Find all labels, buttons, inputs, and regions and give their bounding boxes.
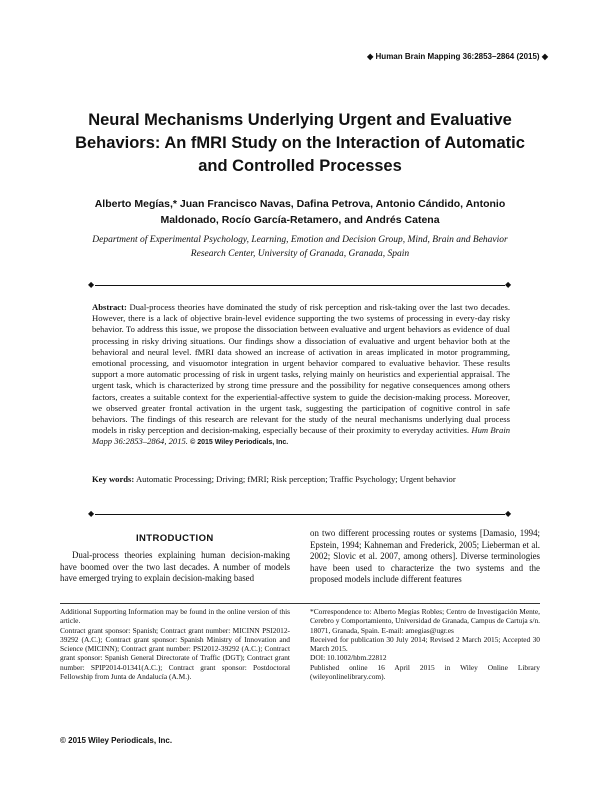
footnote-doi: DOI: 10.1002/hbm.22812	[310, 653, 387, 663]
keywords-label: Key words:	[92, 474, 135, 484]
footnote-grants: Contract grant sponsor: Spanish; Contract grant number: MICINN PSI2012-39292 (A.C.); Contract grant sponsor: Spanish Ministry of Innovation and Science (MICINN); Contract grant number: PSI2012-39292 (A.C.); Contract grant sponsor: Spanish General Directorate of Traffic (DGT); Contract grant number: SPIP2014-01341(A.C.); Contract grant sponsor: Postdoctoral Fellowship from Junta de Andalucía (A.M.).	[60, 625, 290, 682]
abstract-copyright: © 2015 Wiley Periodicals, Inc.	[190, 439, 289, 447]
footnote-received: Received for publication 30 July 2014; Revised 2 March 2015; Accepted 30 March 2015.	[310, 634, 540, 654]
abstract	[92, 302, 510, 449]
author-list: Alberto Megías,* Juan Francisco Navas, Dafina Petrova, Antonio Cándido, Antonio Maldonado, Rocío García-Retamero, and Andrés Catena	[94, 198, 506, 226]
keywords	[92, 474, 510, 485]
paper-title: Neural Mechanisms Underlying Urgent and Evaluative Behaviors: An fMRI Study on the Interaction of Automatic and Controlled Processes	[75, 111, 525, 175]
diamond-icon: ◆	[505, 509, 512, 518]
section-heading-introduction: INTRODUCTION	[136, 533, 214, 544]
intro-column-right: on two different processing routes or systems [Damasio, 1994; Epstein, 1994; Kahneman and Frederick, 2005; Lieberman et al. 2002; Slovic et al. 2007, among others]. Diverse terminologies have been used to characterize the two systems and the proposed models include different features	[310, 528, 540, 584]
diamond-icon: ◆	[88, 509, 95, 518]
diamond-icon: ◆	[541, 52, 548, 61]
running-header	[367, 52, 548, 61]
diamond-icon: ◆	[367, 52, 374, 61]
footnote-supporting-info: Additional Supporting Information may be found in the online version of this article.	[60, 607, 290, 626]
abstract-label: Abstract:	[92, 302, 127, 312]
abstract-citation: Hum Brain Mapp 36:2853–2864, 2015.	[92, 425, 511, 447]
divider-top	[95, 285, 505, 286]
abstract-text: Dual-process theories have dominated the study of risk perception and risk-taking over the last two decades. However, there is a lack of objective brain-level evidence supporting the two systems of processing in every-day risky behavior. To address this issue, we propose the dissociation between evaluative and urgent behaviors as evidence of dual processing in risky driving situations. Our findings show a dissociation of evaluative and urgent behavior both at the behavioral and neural level. fMRI data showed an increase of activation in areas implicated in motor programming, emotional processing, and visuomotor integration in urgent behavior compared to evaluative behavior. These results support a more automatic processing of risk in urgent tasks, relying mainly on heuristics and experiential appraisal. The urgent task, which is characterized by strong time pressure and the possibility for negative consequences among others factors, creates a suitable context for the experiential-affective system to guide the decision-making process. Moreover, we observed greater frontal activation in the urgent task, suggesting the participation of cognitive control in safe behaviors. The findings of this research are relevant for the study of the neural mechanisms underlying dual process models in risky perception and decision-making, especially because of their proximity to everyday activities.	[92, 302, 510, 436]
affiliation: Department of Experimental Psychology, Learning, Emotion and Decision Group, Mind, Brain and Behavior Research Center, University of Granada, Granada, Spain	[92, 235, 508, 259]
divider-bottom	[95, 514, 505, 515]
intro-column-left: Dual-process theories explaining human decision-making have boomed over the two last decades. A number of models have emerged trying to explain decision-making based	[60, 550, 290, 583]
footnotes-right	[310, 607, 540, 681]
journal-citation: Human Brain Mapping 36:2853–2864 (2015)	[375, 52, 540, 61]
page-footer-copyright: © 2015 Wiley Periodicals, Inc.	[60, 736, 173, 745]
diamond-icon: ◆	[88, 280, 95, 289]
diamond-icon: ◆	[505, 280, 512, 289]
footnotes-left	[60, 607, 290, 681]
footnote-rule	[60, 603, 540, 604]
keywords-text: Automatic Processing; Driving; fMRI; Risk perception; Traffic Psychology; Urgent behavior	[135, 474, 456, 484]
footnote-published: Published online 16 April 2015 in Wiley Online Library (wileyonlinelibrary.com).	[310, 662, 540, 682]
footnote-correspondence: *Correspondence to: Alberto Megías Robles; Centro de Investigación Mente, Cerebro y Comportamiento, Universidad de Granada, Campus de Cartuja s/n. 18071, Granada, Spain. E-mail: amegias@ugr.es	[310, 607, 540, 635]
